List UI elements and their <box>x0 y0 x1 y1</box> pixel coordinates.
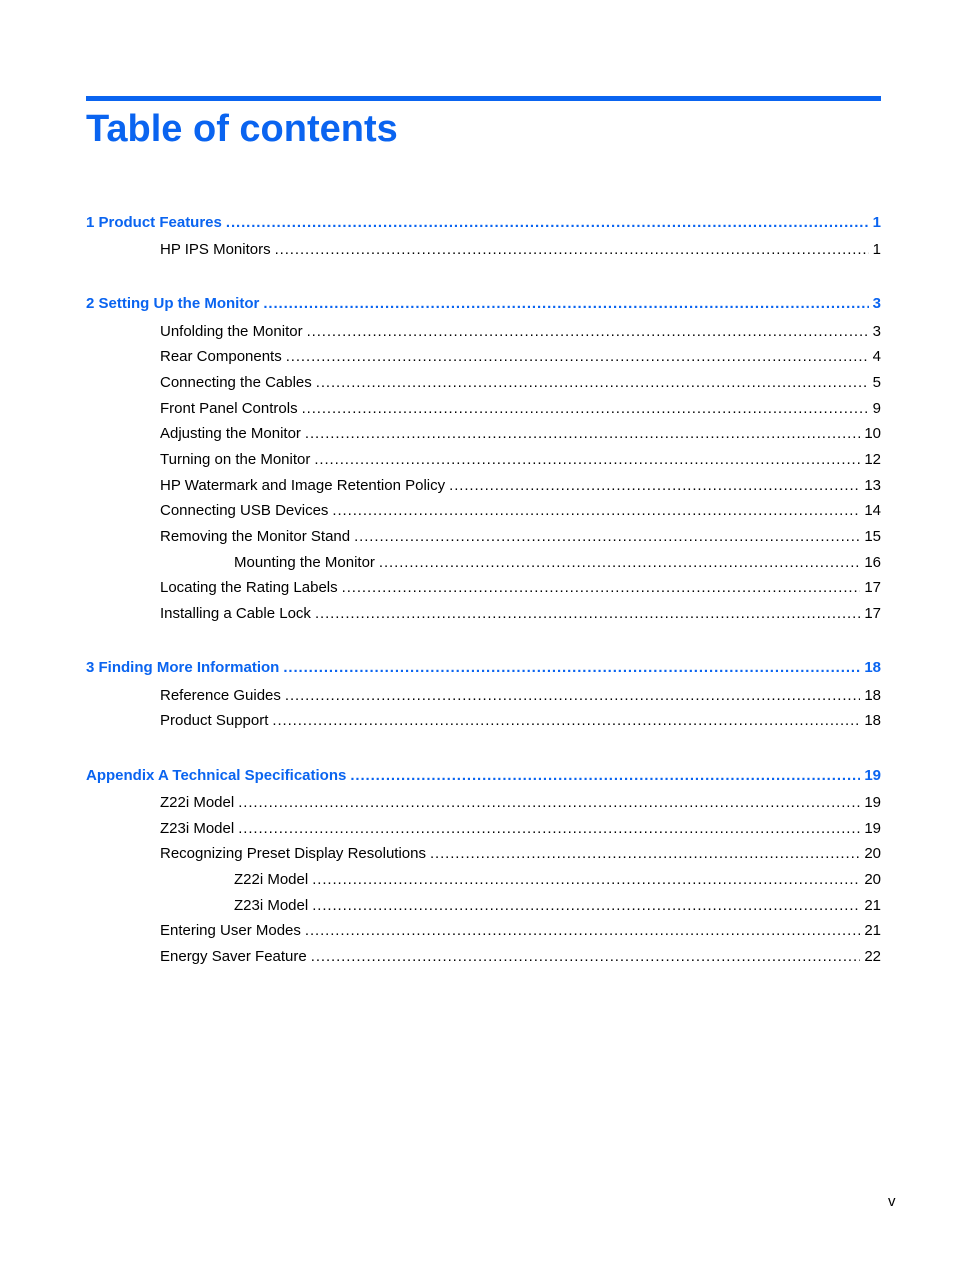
toc-entry-title: Energy Saver Feature <box>160 948 307 965</box>
toc-entry-page: 22 <box>864 948 881 965</box>
toc-section-entry[interactable] <box>160 793 881 813</box>
dot-leader <box>312 870 860 890</box>
toc-entry-page: 19 <box>864 767 881 784</box>
dot-leader <box>305 921 860 941</box>
dot-leader <box>430 844 860 864</box>
toc-entry-page: 16 <box>864 554 881 571</box>
toc-entry-title: Connecting the Cables <box>160 374 312 391</box>
toc-entry-page: 13 <box>864 477 881 494</box>
toc-entry-page: 20 <box>864 871 881 888</box>
dot-leader <box>275 240 869 260</box>
toc-section-entry[interactable] <box>160 450 881 470</box>
toc-entry-page: 17 <box>864 605 881 622</box>
toc-section-entry[interactable] <box>160 501 881 521</box>
toc-entry-page: 10 <box>864 425 881 442</box>
toc-entry-page: 19 <box>864 794 881 811</box>
toc-section-entry[interactable] <box>160 947 881 967</box>
toc-chapter-entry[interactable] <box>86 294 881 314</box>
dot-leader <box>312 896 860 916</box>
toc-section-entry[interactable] <box>160 819 881 839</box>
toc-entry-page: 9 <box>872 400 881 417</box>
toc-entry-title: Recognizing Preset Display Resolutions <box>160 845 426 862</box>
toc-subsection-entry[interactable] <box>234 553 881 573</box>
toc-entry-page: 3 <box>872 323 881 340</box>
toc-entry-page: 14 <box>864 502 881 519</box>
toc-entry-page: 17 <box>864 579 881 596</box>
dot-leader <box>311 947 861 967</box>
toc-entry-title: Z22i Model <box>234 871 309 888</box>
toc-entry-page: 20 <box>864 845 881 862</box>
dot-leader <box>286 347 869 367</box>
dot-leader <box>342 578 861 598</box>
dot-leader <box>305 424 860 444</box>
toc-entry-page: 18 <box>864 659 881 676</box>
toc-section-entry[interactable] <box>160 527 881 547</box>
toc-section-entry[interactable] <box>160 424 881 444</box>
dot-leader <box>238 819 860 839</box>
toc-entry-page: 21 <box>864 897 881 914</box>
toc-entry-page: 1 <box>872 241 881 258</box>
toc-entry-title: Locating the Rating Labels <box>160 579 338 596</box>
dot-leader <box>449 476 860 496</box>
toc-section-entry[interactable] <box>160 476 881 496</box>
toc-entry-page: 4 <box>872 348 881 365</box>
toc-entry-title: Removing the Monitor Stand <box>160 528 351 545</box>
toc-chapter-entry[interactable] <box>86 766 881 786</box>
toc-entry-title: 3 Finding More Information <box>86 659 280 676</box>
toc-section-entry[interactable] <box>160 844 881 864</box>
toc-chapter-entry[interactable] <box>86 658 881 678</box>
dot-leader <box>272 711 860 731</box>
toc-entry-page: 3 <box>872 295 881 312</box>
toc-section-entry[interactable] <box>160 373 881 393</box>
page-title: Table of contents <box>86 108 398 150</box>
toc-subsection-entry[interactable] <box>234 896 881 916</box>
toc-section-entry[interactable] <box>160 604 881 624</box>
dot-leader <box>238 793 860 813</box>
toc-entry-page: 1 <box>872 214 881 231</box>
toc-subsection-entry[interactable] <box>234 870 881 890</box>
toc-section-entry[interactable] <box>160 578 881 598</box>
toc-entry-title: Turning on the Monitor <box>160 451 311 468</box>
toc-section-entry[interactable] <box>160 240 881 260</box>
dot-leader <box>226 213 869 233</box>
page-number: v <box>888 1193 896 1210</box>
toc-entry-title: Appendix A Technical Specifications <box>86 767 347 784</box>
dot-leader <box>307 322 869 342</box>
toc-entry-title: Adjusting the Monitor <box>160 425 301 442</box>
toc-entry-title: Installing a Cable Lock <box>160 605 311 622</box>
toc-entry-page: 21 <box>864 922 881 939</box>
toc-entry-title: HP IPS Monitors <box>160 241 271 258</box>
toc-entry-title: Z23i Model <box>234 897 309 914</box>
toc-section-entry[interactable] <box>160 322 881 342</box>
toc-entry-title: Reference Guides <box>160 687 281 704</box>
dot-leader <box>302 399 869 419</box>
dot-leader <box>283 658 860 678</box>
toc-entry-title: Z22i Model <box>160 794 235 811</box>
toc-entry-page: 5 <box>872 374 881 391</box>
toc-entry-title: Entering User Modes <box>160 922 301 939</box>
toc-entry-title: Rear Components <box>160 348 282 365</box>
toc-entry-title: 1 Product Features <box>86 214 222 231</box>
toc-entry-title: Connecting USB Devices <box>160 502 329 519</box>
toc-entry-title: Z23i Model <box>160 820 235 837</box>
dot-leader <box>379 553 860 573</box>
toc-entry-title: Mounting the Monitor <box>234 554 375 571</box>
toc-entry-page: 18 <box>864 712 881 729</box>
dot-leader <box>314 450 860 470</box>
toc-section-entry[interactable] <box>160 711 881 731</box>
toc-section-entry[interactable] <box>160 921 881 941</box>
dot-leader <box>263 294 868 314</box>
toc-entry-title: 2 Setting Up the Monitor <box>86 295 260 312</box>
dot-leader <box>285 686 860 706</box>
toc-chapter-entry[interactable] <box>86 213 881 233</box>
toc-entry-title: Front Panel Controls <box>160 400 298 417</box>
dot-leader <box>350 766 860 786</box>
toc-entry-page: 19 <box>864 820 881 837</box>
dot-leader <box>354 527 860 547</box>
toc-section-entry[interactable] <box>160 347 881 367</box>
toc-entry-page: 15 <box>864 528 881 545</box>
toc-entry-page: 12 <box>864 451 881 468</box>
toc-entry-title: HP Watermark and Image Retention Policy <box>160 477 446 494</box>
dot-leader <box>316 373 869 393</box>
dot-leader <box>332 501 860 521</box>
toc-entry-page: 18 <box>864 687 881 704</box>
dot-leader <box>315 604 860 624</box>
toc-section-entry[interactable] <box>160 399 881 419</box>
toc-entry-title: Product Support <box>160 712 269 729</box>
toc-entry-title: Unfolding the Monitor <box>160 323 303 340</box>
toc-section-entry[interactable] <box>160 686 881 706</box>
